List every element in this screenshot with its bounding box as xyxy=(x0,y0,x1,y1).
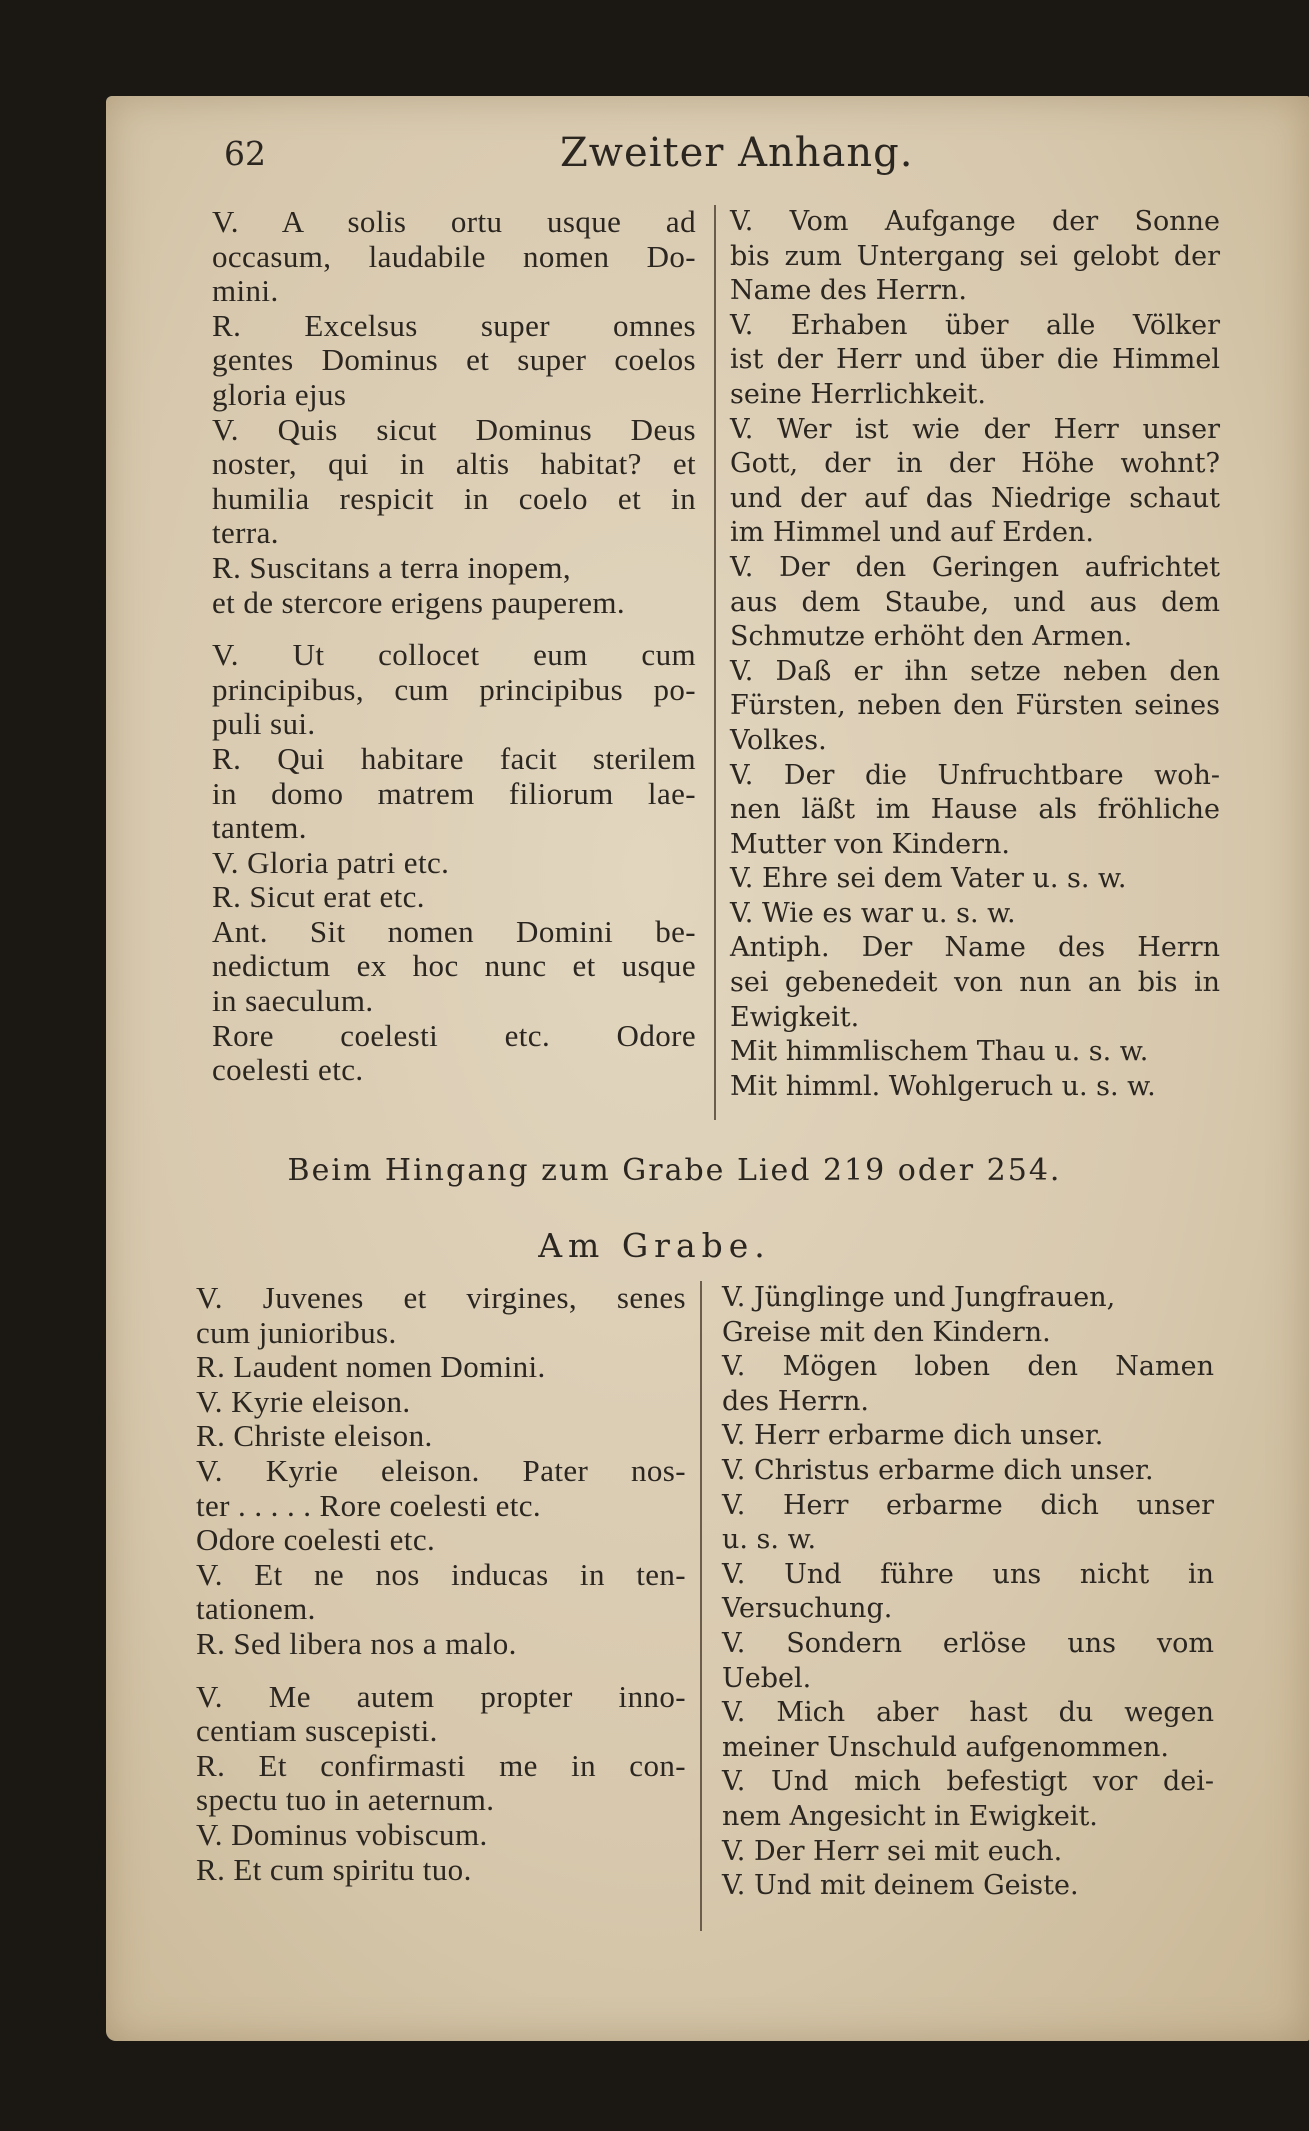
text-line: R. Et confirmasti me in con- xyxy=(196,1747,686,1783)
text-line: nen läßt im Hause als fröhliche xyxy=(730,794,1220,826)
burial-note: Beim Hingang zum Grabe Lied 219 oder 254. xyxy=(287,1153,1062,1188)
running-header xyxy=(0,128,1309,188)
text-line: R. Sicut erat etc. xyxy=(212,879,425,915)
text-line: V. Gloria patri etc. xyxy=(212,844,450,880)
text-line: V. Juvenes et virgines, senes xyxy=(196,1280,686,1315)
text-line: R. Et cum spiritu tuo. xyxy=(196,1851,472,1887)
text-line: centiam suscepisti. xyxy=(196,1713,438,1749)
text-line: Versuchung. xyxy=(722,1593,893,1625)
text-line: noster, qui in altis habitat? et xyxy=(212,446,696,482)
text-line: et de stercore erigens pauperem. xyxy=(212,584,626,620)
text-line: R. Christe eleison. xyxy=(196,1418,433,1454)
text-line: im Himmel und auf Erden. xyxy=(730,517,1094,549)
text-line: und der auf das Niedrige schaut xyxy=(730,482,1220,514)
text-line: V. Und mit deinem Geiste. xyxy=(722,1870,1079,1902)
text-line: V. Et ne nos inducas in ten- xyxy=(196,1556,686,1592)
text-line: in domo matrem filiorum lae- xyxy=(212,775,696,811)
text-line: V. Jünglinge und Jungfrauen, xyxy=(722,1282,1116,1313)
text-line: spectu tuo in aeternum. xyxy=(196,1782,495,1818)
text-line: V. Und führe uns nicht in xyxy=(722,1558,1214,1590)
paragraph-gap xyxy=(196,1662,686,1680)
text-line: humilia respicit in coelo et in xyxy=(212,480,696,516)
text-line: meiner Unschuld aufgenommen. xyxy=(722,1731,1170,1763)
text-line: nem Angesicht in Ewigkeit. xyxy=(722,1800,1098,1832)
text-line: aus dem Staube, und aus dem xyxy=(730,586,1220,618)
text-line: V. Quis sicut Dominus Deus xyxy=(212,411,696,447)
text-line: des Herrn. xyxy=(722,1385,870,1417)
text-line: V. Wie es war u. s. w. xyxy=(730,897,1016,929)
text-line: in saeculum. xyxy=(212,983,374,1019)
text-line: Antiph. Der Name des Herrn xyxy=(730,932,1220,964)
text-line: V. Mögen loben den Namen xyxy=(722,1351,1214,1383)
text-line: R. Laudent nomen Domini. xyxy=(196,1349,546,1385)
text-line: V. Dominus vobiscum. xyxy=(196,1816,488,1852)
text-line: Volkes. xyxy=(730,724,827,756)
text-line: V. Christus erbarme dich unser. xyxy=(722,1454,1154,1486)
latin-column-section2 xyxy=(196,1281,686,1887)
text-line: V. Ut collocet eum cum xyxy=(212,637,696,673)
text-line: V. A solis ortu usque ad xyxy=(212,204,696,239)
text-line: Mit himml. Wohlgeruch u. s. w. xyxy=(730,1070,1156,1102)
text-line: V. Herr erbarme dich unser. xyxy=(722,1420,1104,1452)
text-line: mini. xyxy=(212,273,279,309)
text-line: R. Sed libera nos a malo. xyxy=(196,1625,517,1661)
text-line: V. Kyrie eleison. xyxy=(196,1383,411,1419)
text-line: V. Der Herr sei mit euch. xyxy=(722,1835,1063,1867)
text-line: V. Und mich befestigt vor dei- xyxy=(722,1766,1214,1798)
text-line: terra. xyxy=(212,515,279,551)
text-line: Greise mit den Kindern. xyxy=(722,1316,1051,1348)
text-line: puli sui. xyxy=(212,706,316,742)
text-line: Name des Herrn. xyxy=(730,275,967,307)
text-line: V. Erhaben über alle Völker xyxy=(730,309,1220,341)
text-line: Ant. Sit nomen Domini be- xyxy=(212,913,696,949)
text-line: coelesti etc. xyxy=(212,1052,364,1088)
text-line: principibus, cum principibus po- xyxy=(212,671,696,707)
text-line: Gott, der in der Höhe wohnt? xyxy=(730,448,1220,480)
text-line: Odore coelesti etc. xyxy=(196,1522,436,1558)
text-line: V. Der den Geringen aufrichtet xyxy=(730,551,1220,583)
text-line: V. Kyrie eleison. Pater nos- xyxy=(196,1452,686,1488)
running-title: Zweiter Anhang. xyxy=(560,130,914,176)
text-line: V. Me autem propter inno- xyxy=(196,1678,686,1714)
text-line: u. s. w. xyxy=(722,1524,817,1556)
text-line: occasum, laudabile nomen Do- xyxy=(212,238,696,274)
text-line: V. Wer ist wie der Herr unser xyxy=(730,413,1220,445)
page-number: 62 xyxy=(224,134,266,173)
text-line: Mit himmlischem Thau u. s. w. xyxy=(730,1036,1149,1068)
text-line: gentes Dominus et super coelos xyxy=(212,342,696,378)
text-line: seine Herrlichkeit. xyxy=(730,378,986,410)
text-line: R. Qui habitare facit sterilem xyxy=(212,740,696,776)
text-line: Fürsten, neben den Fürsten seines xyxy=(730,690,1220,722)
text-line: V. Sondern erlöse uns vom xyxy=(722,1627,1214,1659)
section-heading-am-grabe: Am Grabe. xyxy=(538,1226,771,1265)
paragraph-gap xyxy=(212,620,696,638)
text-line: ist der Herr und über die Himmel xyxy=(730,344,1220,376)
text-line: cum junioribus. xyxy=(196,1314,397,1350)
text-line: tationem. xyxy=(196,1591,316,1627)
text-line: Rore coelesti etc. Odore xyxy=(212,1017,696,1053)
text-line: V. Herr erbarme dich unser xyxy=(722,1489,1214,1521)
text-line: V. Der die Unfruchtbare woh- xyxy=(730,759,1220,791)
text-line: Mutter von Kindern. xyxy=(730,828,1011,860)
text-line: sei gebenedeit von nun an bis in xyxy=(730,967,1220,999)
text-line: Uebel. xyxy=(722,1662,812,1694)
column-divider-2 xyxy=(700,1281,702,1931)
text-line: V. Daß er ihn setze neben den xyxy=(730,655,1220,687)
text-line: Schmutze erhöht den Armen. xyxy=(730,621,1133,653)
text-line: tantem. xyxy=(212,810,307,846)
german-column-section1 xyxy=(730,205,1220,1104)
german-column-section2 xyxy=(722,1281,1214,1904)
text-line: nedictum ex hoc nunc et usque xyxy=(212,948,696,984)
column-divider-1 xyxy=(714,205,716,1120)
text-line: V. Ehre sei dem Vater u. s. w. xyxy=(730,863,1127,895)
text-line: R. Excelsus super omnes xyxy=(212,307,696,343)
text-line: R. Suscitans a terra inopem, xyxy=(212,549,572,585)
text-line: ter . . . . . Rore coelesti etc. xyxy=(196,1487,542,1523)
latin-column-section1 xyxy=(212,205,696,1088)
text-line: Ewigkeit. xyxy=(730,1001,860,1033)
text-line: gloria ejus xyxy=(212,376,347,412)
text-line: bis zum Untergang sei gelobt der xyxy=(730,240,1220,272)
text-line: V. Vom Aufgange der Sonne xyxy=(730,206,1220,237)
text-line: V. Mich aber hast du wegen xyxy=(722,1697,1214,1729)
